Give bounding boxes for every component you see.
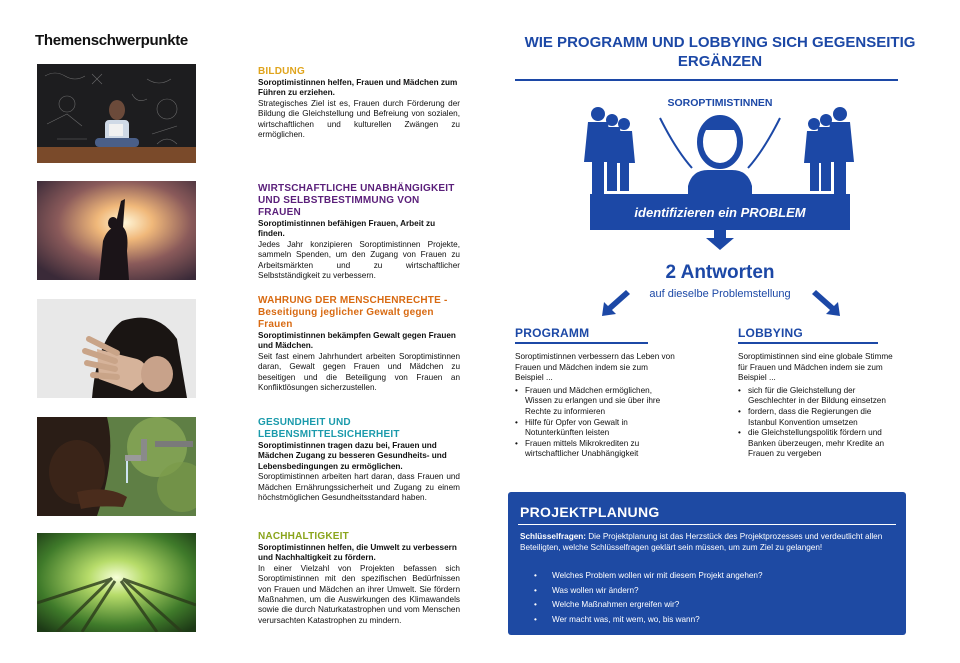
list-item: • Welche Maßnahmen ergreifen wir? — [534, 598, 763, 613]
lobbying-intro: Soroptimistinnen sind eine globale Stimme für Frauen und Mädchen indem sie zum Beispiel ... — [738, 352, 893, 383]
divider — [515, 342, 648, 344]
topic-lead: Soroptimistinnen befähigen Frauen, Arbeit zu finden. — [258, 219, 436, 239]
divider — [738, 342, 878, 344]
problem-banner: identifizieren ein PROBLEM — [634, 205, 806, 220]
photo-sustainability — [37, 533, 196, 632]
arrow-right-icon — [810, 288, 844, 318]
topic-heading: BILDUNG — [258, 66, 305, 77]
projektplanung-box — [508, 492, 906, 635]
programm-intro: Soroptimistinnen verbessern das Leben von Frauen und Mädchen indem sie zum Beispiel ... — [515, 352, 675, 383]
list-item: • Frauen und Mädchen ermöglichen, Wissen zu erlangen und sie über ihre Rechte zu informieren — [515, 386, 675, 418]
topic-body: Jedes Jahr konzipieren Soroptimistinnen Projekte, sammeln Spenden, um den Zugang von Frauen zu Arbeitsmärkten und zu wirtschaftlicher Selbstständigkeit zu verbessern. — [258, 239, 460, 281]
topic-sustainability — [258, 531, 460, 626]
section-title: Themenschwerpunkte — [35, 32, 188, 49]
topic-heading: WAHRUNG DER MENSCHENRECHTE - Beseitigung jeglicher Gewalt gegen Frauen — [258, 295, 448, 330]
topic-economic — [258, 183, 460, 281]
list-item: • Wer macht was, mit wem, wo, bis wann? — [534, 613, 763, 628]
programm-heading: PROGRAMM — [515, 326, 590, 340]
programm-list — [515, 386, 675, 460]
topic-lead: Soroptimistinnen helfen, die Umwelt zu verbessern und Nachhaltigkeit zu fördern. — [258, 543, 457, 563]
lobbying-text — [738, 352, 898, 460]
topic-lead: Soroptimistinnen helfen, Frauen und Mädchen zum Führen zu erziehen. — [258, 78, 458, 98]
topic-body: Strategisches Ziel ist es, Frauen durch Förderung der Bildung die Gleichstellung und Befreiung von sozialen, wirtschaftlichen und kulturellen Zwängen zu ermöglichen. — [258, 98, 460, 140]
divider — [515, 79, 898, 81]
topic-human-rights — [258, 295, 460, 393]
list-item: • sich für die Gleichstellung der Geschlechter in der Bildung einsetzen — [738, 386, 898, 407]
topic-lead: Soroptimistinnen bekämpfen Gewalt gegen Frauen und Mädchen. — [258, 331, 456, 351]
question-list — [534, 569, 763, 627]
topic-heading: NACHHALTIGKEIT — [258, 531, 349, 542]
topic-bildung — [258, 66, 460, 140]
projektplanung-description: Die Projektplanung ist das Herzstück des Projektprozesses und verdeutlicht allen Beteiligten, welche Schlüsselfragen geklärt sein müssen, um zum Ziel zu gelangen! — [520, 532, 883, 552]
photo-economic — [37, 181, 196, 280]
list-item: • Hilfe für Opfer von Gewalt in Notunterkünften leisten — [515, 418, 675, 439]
lobbying-list — [738, 386, 898, 460]
topic-body: In einer Vielzahl von Projekten befassen sich Soroptimistinnen mit den spezifischen Bedürfnissen von Frauen und Mädchen an ihrer Umwelt. Sie fördern Maßnahmen, um die Auswirkungen des Klimawandels sowie die durch Naturkatastrophen und vom Menschen verursachten Katastrophen zu mindern. — [258, 563, 460, 625]
right-page — [480, 0, 960, 663]
photo-human-rights — [37, 299, 196, 398]
programm-text — [515, 352, 675, 460]
page-title: WIE PROGRAMM UND LOBBYING SICH GEGENSEITIG ERGÄNZEN — [524, 34, 916, 70]
topic-health — [258, 417, 460, 503]
divider — [518, 524, 896, 525]
topic-body: Soroptimistinnen arbeiten hart daran, dass Frauen und Mädchen Ernährungssicherheit und Zugang zu einem höchstmöglichen Gesundheitsstandard haben. — [258, 472, 460, 503]
topic-lead: Soroptimistinnen tragen dazu bei, Frauen und Mädchen Zugang zu besseren Gesundheits- und Lebensbedingungen zu ermöglichen. — [258, 441, 447, 471]
list-item: • fordern, dass die Regierungen die Istanbul Konvention umsetzen — [738, 407, 898, 428]
answers-heading: 2 Antworten — [665, 262, 775, 283]
photo-health — [37, 417, 196, 516]
topic-heading: GESUNDHEIT UND LEBENSMITTELSICHERHEIT — [258, 417, 400, 440]
list-item: • Welches Problem wollen wir mit diesem Projekt angehen? — [534, 569, 763, 584]
list-item: • Frauen mittels Mikrokrediten zu wirtschaftlicher Unabhängigkeit — [515, 439, 675, 460]
arrow-left-icon — [598, 288, 632, 318]
list-item: • Was wollen wir ändern? — [534, 584, 763, 599]
soroptimist-graphic — [580, 90, 860, 252]
list-item: • die Gleichstellungspolitik fördern und Banken überzeugen, mehr Kredite an Frauen zu vergeben — [738, 428, 898, 460]
projektplanung-text — [520, 532, 894, 553]
graphic-label: SOROPTIMISTINNEN — [667, 97, 773, 109]
topic-body: Seit fast einem Jahrhundert arbeiten Soroptimistinnen daran, Gewalt gegen Frauen und Mädchen zu beseitigen und die Beteiligung von Frauen an Konfliktlösungen sicherzustellen. — [258, 351, 460, 393]
topic-heading: WIRTSCHAFTLICHE UNABHÄNGIGKEIT UND SELBSTBESTIMMUNG VON FRAUEN — [258, 183, 455, 218]
answers-subheading: auf dieselbe Problemstellung — [649, 288, 791, 300]
projektplanung-heading: PROJEKTPLANUNG — [520, 504, 660, 520]
key-label: Schlüsselfragen: — [520, 532, 586, 541]
lobbying-heading: LOBBYING — [738, 326, 803, 340]
photo-education — [37, 64, 196, 163]
